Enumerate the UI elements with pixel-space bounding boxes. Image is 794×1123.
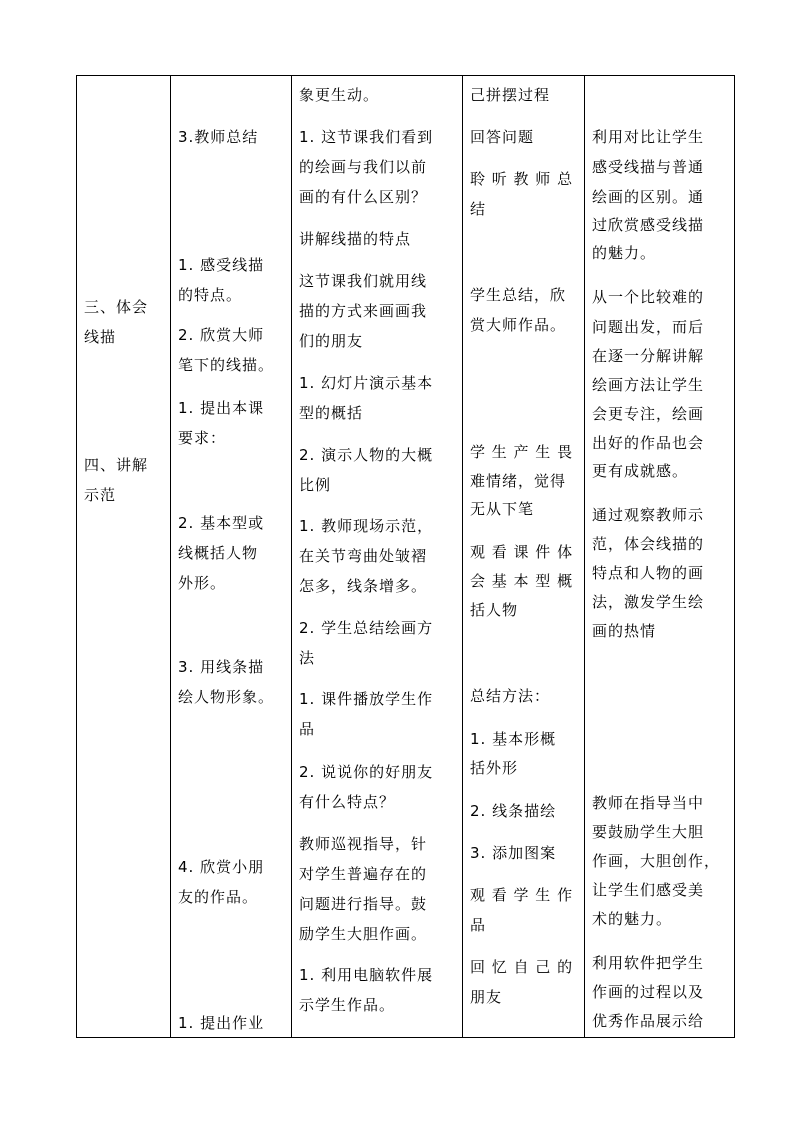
- design-intent: 的魅力。: [592, 244, 657, 262]
- student-activity: 学生总结，欣: [470, 286, 567, 304]
- content-item: 外形。: [178, 574, 227, 592]
- content-item: 1. 提出本课: [178, 399, 265, 417]
- content-item: 3. 用线条描: [178, 658, 265, 676]
- design-intent: 让学生们感受美: [592, 881, 705, 899]
- student-activity: 2. 线条描绘: [470, 802, 557, 820]
- design-intent: 优秀作品展示给: [592, 1012, 705, 1030]
- design-intent: 通过观察教师示: [592, 506, 705, 524]
- teacher-activity: 象更生动。: [299, 86, 380, 104]
- teacher-activity: 1. 教师现场示范，: [299, 517, 434, 535]
- student-activity: 己拼摆过程: [470, 86, 551, 104]
- design-intent: 教师在指导当中: [592, 794, 705, 812]
- stage-label: 线描: [84, 328, 117, 346]
- design-intent: 感受线描与普通: [592, 158, 705, 176]
- content-item: 的特点。: [178, 286, 243, 304]
- student-activity: 难情绪，觉得: [470, 472, 567, 490]
- student-activity: 聆 听 教 师 总: [470, 170, 574, 188]
- student-activity: 会 基 本 型 概: [470, 572, 574, 590]
- design-intent: 法，激发学生绘: [592, 593, 705, 611]
- design-intent: 过欣赏感受线描: [592, 216, 705, 234]
- student-activity: 赏大师作品。: [470, 316, 567, 334]
- teacher-activity: 对学生普遍存在的: [299, 865, 428, 883]
- teacher-activity: 1. 利用电脑软件展: [299, 966, 434, 984]
- teacher-activity: 2. 说说你的好朋友: [299, 763, 434, 781]
- stage-label: 三、体会: [84, 298, 149, 316]
- design-intent: 利用对比让学生: [592, 128, 705, 146]
- design-intent: 作画的过程以及: [592, 983, 705, 1001]
- content-item: 笔下的线描。: [178, 356, 275, 374]
- design-intent: 更有成就感。: [592, 462, 689, 480]
- design-intent: 问题出发，而后: [592, 318, 705, 336]
- student-activity: 观 看 课 件 体: [470, 543, 574, 561]
- design-intent: 利用软件把学生: [592, 954, 705, 972]
- column-divider: [291, 75, 292, 1038]
- content-item: 1. 感受线描: [178, 256, 265, 274]
- teacher-activity: 的绘画与我们以前: [299, 158, 428, 176]
- stage-label: 四、讲解: [84, 456, 149, 474]
- design-intent: 特点和人物的画: [592, 564, 705, 582]
- teacher-activity: 型的概括: [299, 404, 364, 422]
- column-divider: [170, 75, 171, 1038]
- teacher-activity: 2. 演示人物的大概: [299, 446, 434, 464]
- student-activity: 回 忆 自 己 的: [470, 958, 574, 976]
- teacher-activity: 品: [299, 720, 316, 738]
- content-item: 2. 基本型或: [178, 514, 265, 532]
- teacher-activity: 讲解线描的特点: [299, 230, 412, 248]
- teacher-activity: 有什么特点？: [299, 793, 396, 811]
- student-activity: 总结方法：: [470, 687, 551, 705]
- design-intent: 绘画方法让学生: [592, 376, 705, 394]
- teacher-activity: 法: [299, 649, 316, 667]
- student-activity: 结: [470, 200, 487, 218]
- content-item: 绘人物形象。: [178, 688, 275, 706]
- teacher-activity: 在关节弯曲处皱褶: [299, 547, 428, 565]
- design-intent: 会更专注，绘画: [592, 405, 705, 423]
- content-item: 1. 提出作业: [178, 1014, 265, 1032]
- teacher-activity: 示学生作品。: [299, 996, 396, 1014]
- teacher-activity: 教师巡视指导，针: [299, 835, 428, 853]
- design-intent: 术的魅力。: [592, 910, 673, 928]
- teacher-activity: 励学生大胆作画。: [299, 925, 428, 943]
- design-intent: 范，体会线描的: [592, 535, 705, 553]
- student-activity: 学 生 产 生 畏: [470, 443, 574, 461]
- content-item: 4. 欣赏小朋: [178, 858, 265, 876]
- student-activity: 无从下笔: [470, 500, 535, 518]
- teacher-activity: 这节课我们就用线: [299, 272, 428, 290]
- teacher-activity: 怎多，线条增多。: [299, 577, 428, 595]
- stage-label: 示范: [84, 486, 117, 504]
- student-activity: 1. 基本形概: [470, 730, 557, 748]
- teacher-activity: 描的方式来画画我: [299, 302, 428, 320]
- student-activity: 回答问题: [470, 128, 535, 146]
- teacher-activity: 问题进行指导。鼓: [299, 895, 428, 913]
- design-intent: 从一个比较难的: [592, 288, 705, 306]
- student-activity: 括外形: [470, 759, 519, 777]
- teacher-activity: 比例: [299, 476, 332, 494]
- design-intent: 在逐一分解讲解: [592, 347, 705, 365]
- content-item: 线概括人物: [178, 544, 259, 562]
- design-intent: 画的热情: [592, 622, 657, 640]
- student-activity: 朋友: [470, 988, 503, 1006]
- content-item: 友的作品。: [178, 888, 259, 906]
- teacher-activity: 1. 课件播放学生作: [299, 690, 434, 708]
- student-activity: 3. 添加图案: [470, 844, 557, 862]
- design-intent: 绘画的区别。通: [592, 188, 705, 206]
- teacher-activity: 们的朋友: [299, 332, 364, 350]
- student-activity: 观 看 学 生 作: [470, 886, 574, 904]
- content-item: 要求：: [178, 429, 227, 447]
- column-divider: [462, 75, 463, 1038]
- teacher-activity: 2. 学生总结绘画方: [299, 619, 434, 637]
- column-divider: [584, 75, 585, 1038]
- design-intent: 作画，大胆创作，: [592, 852, 721, 870]
- student-activity: 品: [470, 916, 487, 934]
- design-intent: 要鼓励学生大胆: [592, 823, 705, 841]
- teacher-activity: 1. 这节课我们看到: [299, 128, 434, 146]
- content-item: 2. 欣赏大师: [178, 326, 265, 344]
- teacher-activity: 1. 幻灯片演示基本: [299, 374, 434, 392]
- student-activity: 括人物: [470, 601, 519, 619]
- design-intent: 出好的作品也会: [592, 434, 705, 452]
- content-item: 3.教师总结: [178, 128, 259, 146]
- teacher-activity: 画的有什么区别？: [299, 188, 428, 206]
